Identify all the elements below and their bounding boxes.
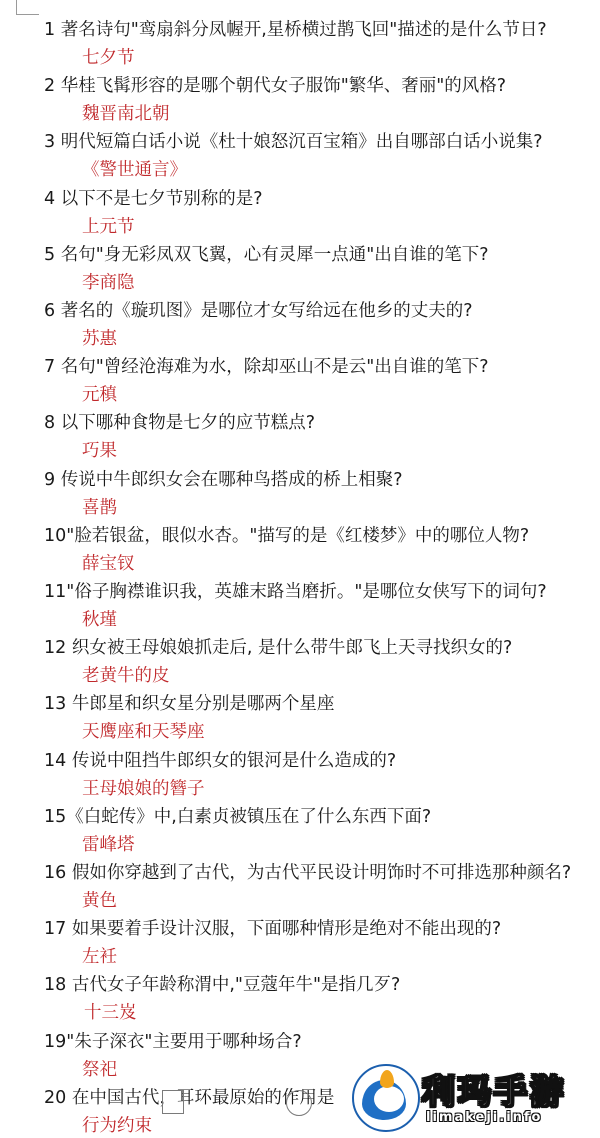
question-9: 9 传说中牛郎织女会在哪种鸟搭成的桥上相聚? bbox=[44, 469, 403, 490]
question-15: 15《白蛇传》中,白素贞被镇压在了什么东西下面? bbox=[44, 806, 432, 827]
answer-13: 天鹰座和天琴座 bbox=[82, 722, 205, 743]
answer-19: 祭祀 bbox=[82, 1059, 117, 1080]
answer-12: 老黄牛的皮 bbox=[82, 666, 170, 687]
answer-18: 十三岌 bbox=[84, 1003, 137, 1024]
answer-4: 上元节 bbox=[82, 216, 135, 237]
answer-2: 魏晋南北朝 bbox=[82, 104, 170, 125]
answer-6: 苏惠 bbox=[82, 329, 117, 349]
watermark-title: 利玛手游 bbox=[422, 1072, 566, 1111]
answer-8: 巧果 bbox=[82, 441, 117, 462]
question-12: 12 织女被王母娘娘抓走后, 是什么带牛郎飞上天寻找织女的? bbox=[44, 638, 513, 659]
question-2: 2 华桂飞髯形容的是哪个朝代女子服饰"繁华、奢丽"的风格? bbox=[44, 76, 507, 97]
watermark bbox=[352, 1058, 600, 1134]
answer-9: 喜鹊 bbox=[82, 497, 117, 518]
question-13: 13 牛郎星和织女星分别是哪两个星座 bbox=[44, 694, 335, 715]
watermark-logo-icon bbox=[352, 1064, 420, 1132]
page-corner-mark bbox=[16, 0, 39, 15]
watermark-url: limakeji.info bbox=[426, 1110, 543, 1125]
question-5: 5 名句"身无彩凤双飞翼，心有灵犀一点通"出自谁的笔下? bbox=[44, 244, 489, 265]
question-11: 11"俗子胸襟谁识我，英雄末路当磨折。"是哪位女侠写下的词句? bbox=[44, 582, 547, 602]
answer-17: 左衽 bbox=[82, 947, 117, 968]
question-10: 10"脸若银盆，眼似水杏。"描写的是《红楼梦》中的哪位人物? bbox=[44, 525, 530, 546]
answer-7: 元稹 bbox=[82, 385, 117, 406]
answer-3: 《警世通言》 bbox=[82, 160, 187, 181]
question-20: 20 在中国古代，耳环最原始的作用是 bbox=[44, 1087, 335, 1108]
question-14: 14 传说中阻挡牛郎织女的银河是什么造成的? bbox=[44, 750, 397, 771]
answer-11: 秋瑾 bbox=[82, 610, 117, 630]
question-17: 17 如果要着手设计汉服，下面哪种情形是绝对不能出现的? bbox=[44, 919, 502, 940]
answer-1: 七夕节 bbox=[82, 48, 135, 68]
question-16: 16 假如你穿越到了古代，为古代平民设计明饰时不可排选那种颜名? bbox=[44, 863, 572, 883]
answer-5: 李商隐 bbox=[82, 272, 135, 293]
question-18: 18 古代女子年龄称渭中,"豆蔻年牛"是指几歹? bbox=[44, 975, 401, 996]
circle-icon[interactable] bbox=[286, 1090, 312, 1116]
question-8: 8 以下哪种食物是七夕的应节糕点? bbox=[44, 413, 315, 434]
question-19: 19"朱子深衣"主要用于哪种场合? bbox=[44, 1031, 302, 1052]
answer-15: 雷峰塔 bbox=[82, 834, 135, 855]
question-7: 7 名句"曾经沧海难为水，除却巫山不是云"出自谁的笔下? bbox=[44, 357, 489, 378]
answer-14: 王母娘娘的簪子 bbox=[82, 778, 205, 799]
answer-20: 行为约束 bbox=[82, 1115, 152, 1136]
answer-10: 薛宝钗 bbox=[82, 553, 135, 574]
square-icon[interactable] bbox=[162, 1090, 184, 1114]
question-6: 6 著名的《璇玑图》是哪位才女写给远在他乡的丈夫的? bbox=[44, 301, 473, 321]
answer-16: 黄色 bbox=[82, 891, 117, 911]
question-1: 1 著名诗句"鸾扇斜分凤幄开,星桥横过鹊飞回"描述的是什么节日? bbox=[44, 20, 547, 40]
question-4: 4 以下不是七夕节别称的是? bbox=[44, 188, 263, 209]
question-3: 3 明代短篇白话小说《杜十娘怒沉百宝箱》出自哪部白话小说集? bbox=[44, 132, 543, 153]
